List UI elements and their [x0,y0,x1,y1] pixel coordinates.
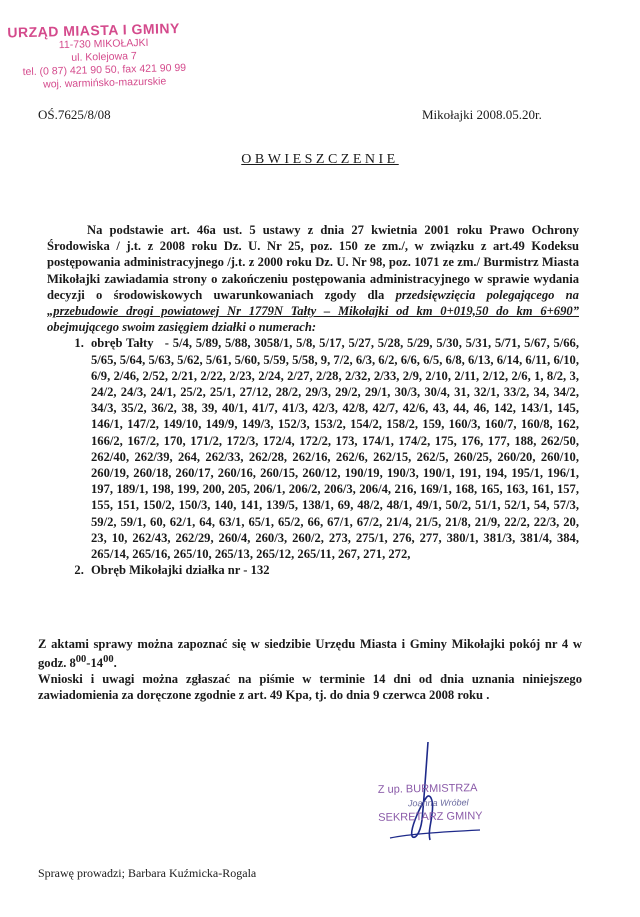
stamp-region: woj. warmińsko-mazurskie [43,75,167,91]
stamp-office-name: URZĄD MIASTA I GMINY [7,20,181,41]
hours-start-sup: 00 [75,654,87,665]
signature-role: SEKRETARZ GMINY [378,810,483,824]
access-end: . [113,656,117,671]
list-item [87,562,579,578]
stamp-street: ul. Kolejowa 7 [71,50,137,64]
hours-end-sup: 00 [103,654,114,665]
signature-area [330,740,530,850]
case-handler: Sprawę prowadzi; Barbara Kuźmicka-Rogala [38,866,257,880]
intro-text: Na podstawie art. 46a ust. 5 ustawy z dnia 27 kwietnia 2001 roku Prawo Ochrony Środowiska / j.t. z 2008 roku Dz. U. Nr 25, poz. 150 ze zm./, w związku z art.49 Kodeksu postępowania administracyjnego /j.t. z 2000 roku Dz. U. Nr 98, poz. 1071 ze zm./ Burmistrz Miasta Mikołajki zawiadamia strony o zakończeniu postępowania administracyjnego w sprawie wydania decyzji o środowiskowych uwarunkowaniach zgody dla [47,223,579,302]
signature-authority: Z up. BURMISTRZA [377,782,478,796]
access-text: Z aktami sprawy można zapoznać się w siedzibie Urzędu Miasta i Gminy Mikołajki pokój nr 4 w godz. 8 [38,637,582,671]
list-item-label: Obręb Mikołajki działka nr - 132 [91,563,270,578]
place-date: Mikołajki 2008.05.20r. [422,107,542,122]
parcel-list [47,335,579,578]
project-name: „przebudowie drogi powiatowej Nr 1779N Tałty – Mikołajki od km 0+019,50 do km 6+690” [47,304,579,319]
closing-section [38,636,582,703]
list-item-text: - 5/4, 5/89, 5/88, 3058/1, 5/8, 5/17, 5/27, 5/28, 5/29, 5/30, 5/31, 5/71, 5/67, 5/66, 5/65, 5/64, 5/63, 5/62, 5/61, 5/60, 5/59, 5/58, 9, 7/2, 6/3, 6/2, 6/6, 6/5, 6/8, 6/13, 6/14, 6/11, 6/10, 6/9, 2/46, 2/52, 2/21, 2/22, 2/23, 2/24, 2/27, 2/28, 2/32, 2/33, 2/9, 2/10, 2/11, 2/12, 2/6, 1, 8/2, 3, 24/2, 24/3, 24/1, 25/2, 25/1, 27/12, 28/2, 29/3, 29/2, 29/1, 30/3, 30/4, 31, 32/1, 33/2, 34, 34/2, 34/3, 35/2, 36/2, 38, 39, 40/1, 41/7, 41/3, 42/3, 42/8, 42/7, 42/6, 43, 44, 46, 142, 143/1, 145, 146/1, 147/2, 149/10, 149/9, 149/3, 152/3, 153/2, 154/2, 158/2, 159, 160/3, 160/7, 160/8, 162, 166/2, 167/2, 170, 171/2, 172/3, 172/4, 172/2, 173, 174/1, 174/2, 175, 176, 177, 188, 262/50, 262/40, 262/39, 264, 262/33, 262/28, 262/16, 262/6, 262/15, 262/5, 260/25, 260/20, 260/10, 260/19, 260/18, 260/17, 260/16, 260/15, 260/12, 190/19, 190/3, 190/1, 191, 194, 195/1, 196/1, 197, 189/1, 198, 199, 200, 205, 206/1, 206/2, 206/3, 206/4, 216, 169/1, 168, 165, 163, 161, 157, 155, 151, 150/2, 150/3, 140, 141, 139/5, 138/1, 69, 48/2, 48/1, 49/1, 50/2, 51/1, 52/1, 54, 57/3, 59/2, 59/1, 60, 62/1, 64, 63/1, 65/1, 65/2, 66, 67/1, 67/2, 21/4, 21/5, 21/8, 21/9, 22/2, 22/3, 20, 23, 10, 262/43, 262/29, 260/4, 260/3, 260/2, 273, 275/1, 276, 277, 380/1, 381/3, 381/4, 384, 265/14, 265/16, 265/10, 265/13, 265/12, 265/11, 267, 271, 272, [91,336,579,562]
remarks-info: Wnioski i uwagi można zgłaszać na piśmie w terminie 14 dni od dnia uznania niniejszego zawiadomienia za doręczone zgodnie z art. 49 Kpa, tj. do dnia 9 czerwca 2008 roku . [38,672,582,703]
hours-dash: -14 [86,656,104,671]
list-item [87,335,579,562]
signature-stamp [378,781,483,825]
document-body [47,222,579,578]
intro-italic: przedsięwzięcia polegającego na [395,287,579,302]
list-item-label: obręb Tałty [91,336,154,351]
document-title: OBWIESZCZENIE [241,152,399,167]
stamp-postal: 11-730 MIKOŁAJKI [58,36,149,52]
intro-paragraph [47,222,579,335]
intro-end: obejmującego swoim zasięgiem działki o numerach: [47,320,317,335]
reference-number: OŚ.7625/8/08 [38,107,111,122]
office-stamp [3,19,205,92]
signature-name: Joanna Wróbel [407,797,469,809]
access-info [38,636,582,671]
stamp-phone: tel. (0 87) 421 90 50, fax 421 90 99 [22,61,187,79]
